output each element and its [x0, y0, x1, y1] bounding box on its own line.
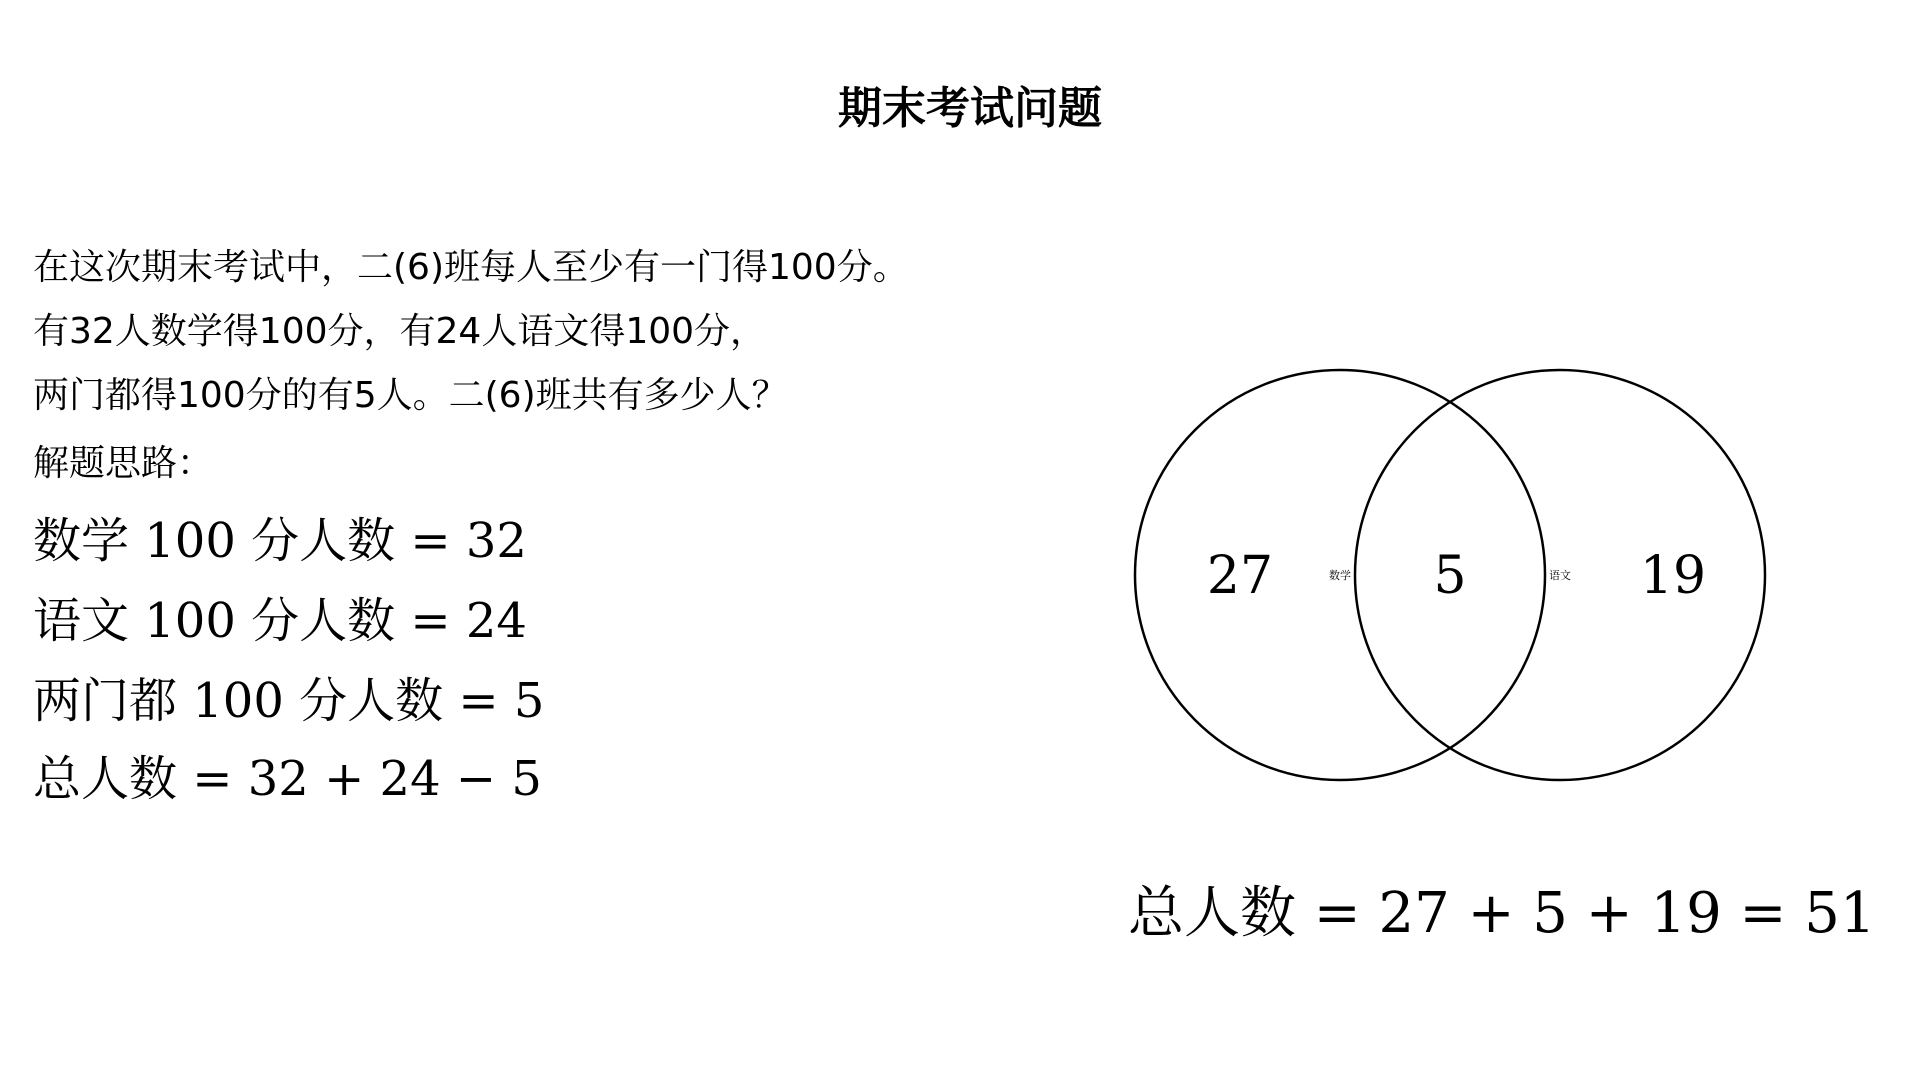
- equation-chinese-count: 语文 100 分人数 = 24: [33, 593, 527, 649]
- problem-line-2: 有32人数学得100分，有24人语文得100分，: [33, 311, 767, 352]
- approach-label: 解题思路：: [33, 443, 214, 484]
- right-only-count: 19: [1639, 546, 1707, 606]
- page-title: 期末考试问题: [838, 83, 1102, 134]
- total-formula: 总人数 = 27 + 5 + 19 = 51: [1128, 881, 1876, 946]
- chinese-set-label: 语文: [1549, 569, 1571, 582]
- equation-both-count: 两门都 100 分人数 = 5: [33, 673, 545, 729]
- venn-diagram: [1100, 350, 1800, 800]
- left-only-count: 27: [1206, 546, 1274, 606]
- equation-total: 总人数 = 32 + 24 − 5: [33, 751, 542, 807]
- math-set-label: 数学: [1329, 569, 1351, 582]
- problem-line-1: 在这次期末考试中，二(6)班每人至少有一门得100分。: [33, 247, 909, 288]
- both-count: 5: [1433, 546, 1467, 606]
- problem-line-3: 两门都得100分的有5人。二(6)班共有多少人？: [33, 375, 788, 416]
- equation-math-count: 数学 100 分人数 = 32: [33, 513, 527, 569]
